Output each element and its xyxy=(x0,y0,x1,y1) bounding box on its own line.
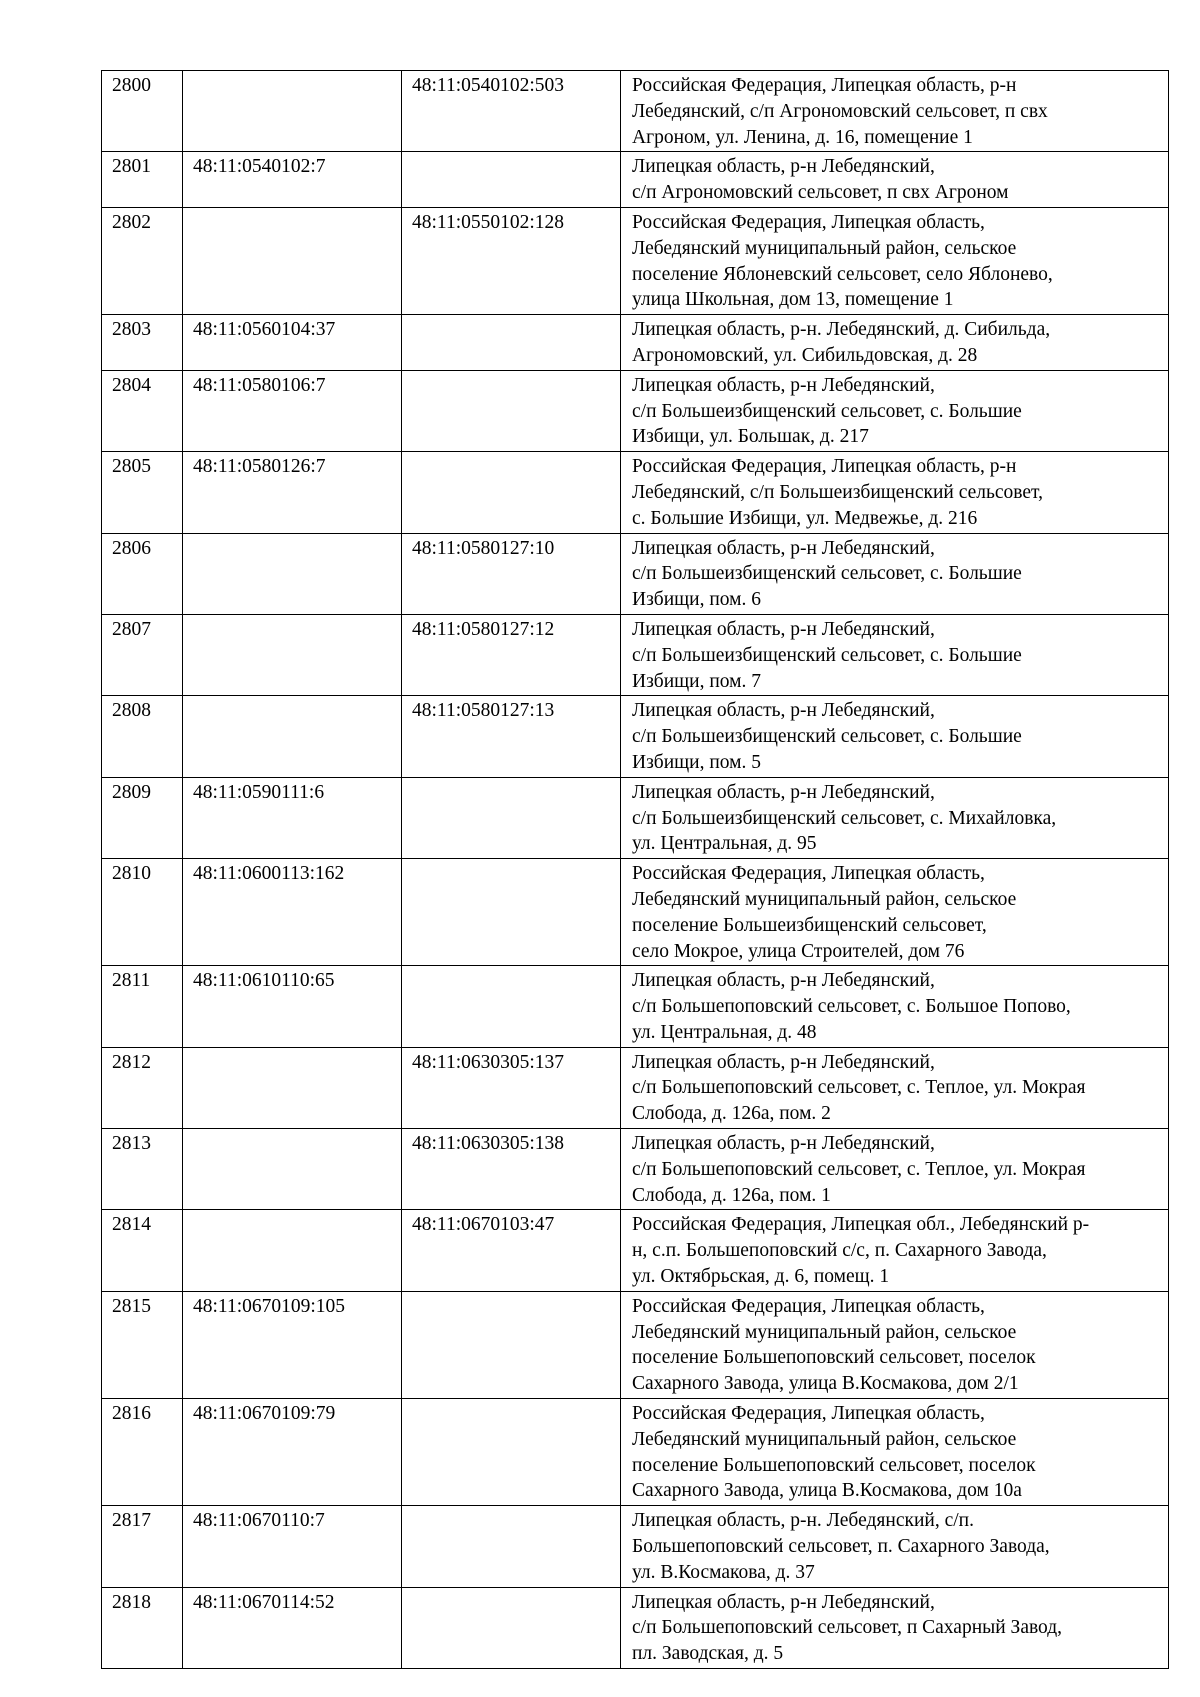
building-cadastral-number-cell: 48:11:0670103:47 xyxy=(402,1210,621,1291)
row-number-cell: 2814 xyxy=(102,1210,183,1291)
row-number-cell: 2800 xyxy=(102,71,183,152)
row-number-cell: 2812 xyxy=(102,1047,183,1128)
table-row xyxy=(102,315,1169,371)
land-cadastral-number-cell: 48:11:0670114:52 xyxy=(183,1587,402,1668)
building-cadastral-number-cell xyxy=(402,370,621,451)
table-row xyxy=(102,152,1169,208)
address-line: с/п Большеизбищенский сельсовет, с. Большие xyxy=(632,726,1022,748)
row-number-cell: 2817 xyxy=(102,1506,183,1587)
address-line: Российская Федерация, Липецкая область, xyxy=(632,863,985,885)
building-cadastral-number-cell xyxy=(402,966,621,1047)
land-cadastral-number-cell: 48:11:0670110:7 xyxy=(183,1506,402,1587)
address-line: с/п Большепоповский сельсовет, с. Большое Попово, xyxy=(632,996,1071,1018)
address-cell xyxy=(621,1047,1169,1128)
address-cell xyxy=(621,859,1169,966)
address-line: с/п Большеизбищенский сельсовет, с. Большие xyxy=(632,644,1022,666)
address-line: Избищи, ул. Большак, д. 217 xyxy=(632,426,869,448)
address-line: ул. В.Космакова, д. 37 xyxy=(632,1561,815,1583)
land-cadastral-number-cell xyxy=(183,696,402,777)
row-number-cell: 2809 xyxy=(102,777,183,858)
address-line: с/п Большеизбищенский сельсовет, с. Большие xyxy=(632,400,1022,422)
row-number-cell: 2811 xyxy=(102,966,183,1047)
row-number-cell: 2803 xyxy=(102,315,183,371)
address-line: Лебедянский, с/п Агрономовский сельсовет, п свх xyxy=(632,100,1048,122)
address-line: Российская Федерация, Липецкая обл., Лебедянский р- xyxy=(632,1214,1090,1236)
land-cadastral-number-cell xyxy=(183,71,402,152)
row-number-cell: 2807 xyxy=(102,614,183,695)
address-line: Лебедянский муниципальный район, сельское xyxy=(632,888,1017,910)
address-line: Липецкая область, р-н. Лебедянский, д. Сибильда, xyxy=(632,319,1051,341)
address-line: Избищи, пом. 6 xyxy=(632,589,761,611)
address-cell xyxy=(621,1399,1169,1506)
land-cadastral-number-cell xyxy=(183,614,402,695)
address-line: Липецкая область, р-н Лебедянский, xyxy=(632,1591,935,1613)
address-line: Агрономовский, ул. Сибильдовская, д. 28 xyxy=(632,344,978,366)
building-cadastral-number-cell: 48:11:0550102:128 xyxy=(402,207,621,314)
address-line: с/п Большеизбищенский сельсовет, с. Михайловка, xyxy=(632,807,1057,829)
address-line: Липецкая область, р-н Лебедянский, xyxy=(632,1133,935,1155)
address-cell xyxy=(621,370,1169,451)
building-cadastral-number-cell xyxy=(402,859,621,966)
address-line: ул. Октябрьская, д. 6, помещ. 1 xyxy=(632,1266,890,1288)
table-row xyxy=(102,1399,1169,1506)
land-cadastral-number-cell xyxy=(183,207,402,314)
table-row xyxy=(102,452,1169,533)
address-line: с. Большие Избищи, ул. Медвежье, д. 216 xyxy=(632,507,978,529)
land-cadastral-number-cell: 48:11:0610110:65 xyxy=(183,966,402,1047)
address-line: село Мокрое, улица Строителей, дом 76 xyxy=(632,940,965,962)
address-line: Агроном, ул. Ленина, д. 16, помещение 1 xyxy=(632,126,973,148)
row-number-cell: 2818 xyxy=(102,1587,183,1668)
building-cadastral-number-cell xyxy=(402,1399,621,1506)
address-line: Избищи, пом. 7 xyxy=(632,670,761,692)
address-line: Липецкая область, р-н Лебедянский, xyxy=(632,156,935,178)
address-cell xyxy=(621,777,1169,858)
address-line: ул. Центральная, д. 48 xyxy=(632,1021,817,1043)
building-cadastral-number-cell xyxy=(402,152,621,208)
address-line: поселение Яблоневский сельсовет, село Яблонево, xyxy=(632,263,1053,285)
address-line: поселение Большеизбищенский сельсовет, xyxy=(632,914,987,936)
building-cadastral-number-cell xyxy=(402,1506,621,1587)
address-cell xyxy=(621,207,1169,314)
building-cadastral-number-cell: 48:11:0630305:137 xyxy=(402,1047,621,1128)
row-number-cell: 2816 xyxy=(102,1399,183,1506)
table-row xyxy=(102,1047,1169,1128)
land-cadastral-number-cell: 48:11:0600113:162 xyxy=(183,859,402,966)
address-cell xyxy=(621,533,1169,614)
building-cadastral-number-cell xyxy=(402,777,621,858)
address-line: Липецкая область, р-н Лебедянский, xyxy=(632,700,935,722)
address-line: Избищи, пом. 5 xyxy=(632,751,761,773)
row-number-cell: 2805 xyxy=(102,452,183,533)
address-line: с/п Большепоповский сельсовет, п Сахарный Завод, xyxy=(632,1617,1063,1639)
row-number-cell: 2810 xyxy=(102,859,183,966)
building-cadastral-number-cell xyxy=(402,1291,621,1398)
address-line: с/п Агрономовский сельсовет, п свх Агроном xyxy=(632,182,1009,204)
table-row xyxy=(102,1587,1169,1668)
address-line: Лебедянский, с/п Большеизбищенский сельсовет, xyxy=(632,481,1043,503)
land-cadastral-number-cell: 48:11:0590111:6 xyxy=(183,777,402,858)
address-line: Лебедянский муниципальный район, сельское xyxy=(632,237,1017,259)
address-cell xyxy=(621,1506,1169,1587)
land-cadastral-number-cell xyxy=(183,1047,402,1128)
table-row xyxy=(102,1291,1169,1398)
table-row xyxy=(102,1506,1169,1587)
address-cell xyxy=(621,1291,1169,1398)
table-row xyxy=(102,370,1169,451)
address-line: Российская Федерация, Липецкая область, р-н xyxy=(632,75,1017,96)
table-row xyxy=(102,966,1169,1047)
address-line: с/п Большепоповский сельсовет, с. Теплое, ул. Мокрая xyxy=(632,1158,1086,1180)
table-row xyxy=(102,859,1169,966)
address-cell xyxy=(621,152,1169,208)
building-cadastral-number-cell: 48:11:0580127:10 xyxy=(402,533,621,614)
building-cadastral-number-cell xyxy=(402,452,621,533)
property-registry-table xyxy=(101,70,1169,1669)
address-line: Лебедянский муниципальный район, сельское xyxy=(632,1321,1017,1343)
row-number-cell: 2808 xyxy=(102,696,183,777)
row-number-cell: 2802 xyxy=(102,207,183,314)
address-cell xyxy=(621,1210,1169,1291)
address-cell xyxy=(621,966,1169,1047)
table-row xyxy=(102,1210,1169,1291)
land-cadastral-number-cell: 48:11:0540102:7 xyxy=(183,152,402,208)
registry-table-body xyxy=(102,71,1169,1669)
address-line: с/п Большеизбищенский сельсовет, с. Большие xyxy=(632,563,1022,585)
land-cadastral-number-cell: 48:11:0580106:7 xyxy=(183,370,402,451)
table-row xyxy=(102,533,1169,614)
table-row xyxy=(102,1129,1169,1210)
address-line: Липецкая область, р-н Лебедянский, xyxy=(632,374,935,396)
address-line: Лебедянский муниципальный район, сельское xyxy=(632,1428,1017,1450)
address-cell xyxy=(621,71,1169,152)
address-line: поселение Большепоповский сельсовет, поселок xyxy=(632,1347,1036,1369)
address-line: Липецкая область, р-н Лебедянский, xyxy=(632,537,935,559)
building-cadastral-number-cell: 48:11:0630305:138 xyxy=(402,1129,621,1210)
row-number-cell: 2813 xyxy=(102,1129,183,1210)
building-cadastral-number-cell: 48:11:0580127:13 xyxy=(402,696,621,777)
address-line: Липецкая область, р-н Лебедянский, xyxy=(632,781,935,803)
land-cadastral-number-cell: 48:11:0670109:79 xyxy=(183,1399,402,1506)
address-line: Слобода, д. 126а, пом. 2 xyxy=(632,1103,831,1125)
address-line: поселение Большепоповский сельсовет, поселок xyxy=(632,1454,1036,1476)
address-line: ул. Центральная, д. 95 xyxy=(632,833,817,855)
table-row xyxy=(102,207,1169,314)
land-cadastral-number-cell: 48:11:0560104:37 xyxy=(183,315,402,371)
address-line: Российская Федерация, Липецкая область, xyxy=(632,1295,985,1317)
address-cell xyxy=(621,614,1169,695)
address-line: Липецкая область, р-н Лебедянский, xyxy=(632,970,935,992)
row-number-cell: 2806 xyxy=(102,533,183,614)
land-cadastral-number-cell xyxy=(183,1210,402,1291)
address-line: Сахарного Завода, улица В.Космакова, дом 10а xyxy=(632,1480,1022,1502)
address-line: Липецкая область, р-н Лебедянский, xyxy=(632,618,935,640)
document-page xyxy=(101,70,1168,1669)
land-cadastral-number-cell: 48:11:0670109:105 xyxy=(183,1291,402,1398)
address-cell xyxy=(621,1129,1169,1210)
land-cadastral-number-cell xyxy=(183,533,402,614)
address-cell xyxy=(621,1587,1169,1668)
address-line: Сахарного Завода, улица В.Космакова, дом 2/1 xyxy=(632,1373,1019,1395)
building-cadastral-number-cell xyxy=(402,1587,621,1668)
address-line: Российская Федерация, Липецкая область, р-н xyxy=(632,456,1017,478)
address-line: Российская Федерация, Липецкая область, xyxy=(632,1403,985,1425)
row-number-cell: 2804 xyxy=(102,370,183,451)
address-cell xyxy=(621,315,1169,371)
building-cadastral-number-cell: 48:11:0540102:503 xyxy=(402,71,621,152)
building-cadastral-number-cell xyxy=(402,315,621,371)
address-line: Слобода, д. 126а, пом. 1 xyxy=(632,1184,831,1206)
land-cadastral-number-cell xyxy=(183,1129,402,1210)
row-number-cell: 2815 xyxy=(102,1291,183,1398)
table-row xyxy=(102,614,1169,695)
table-row xyxy=(102,777,1169,858)
address-line: Липецкая область, р-н. Лебедянский, с/п. xyxy=(632,1510,974,1532)
address-cell xyxy=(621,452,1169,533)
table-row xyxy=(102,71,1169,152)
address-line: пл. Заводская, д. 5 xyxy=(632,1643,784,1665)
address-line: Большепоповский сельсовет, п. Сахарного Завода, xyxy=(632,1536,1050,1558)
address-line: с/п Большепоповский сельсовет, с. Теплое, ул. Мокрая xyxy=(632,1077,1086,1099)
address-cell xyxy=(621,696,1169,777)
address-line: н, с.п. Большепоповский с/с, п. Сахарного Завода, xyxy=(632,1240,1047,1262)
address-line: Липецкая область, р-н Лебедянский, xyxy=(632,1051,935,1073)
table-row xyxy=(102,696,1169,777)
address-line: улица Школьная, дом 13, помещение 1 xyxy=(632,289,954,311)
building-cadastral-number-cell: 48:11:0580127:12 xyxy=(402,614,621,695)
land-cadastral-number-cell: 48:11:0580126:7 xyxy=(183,452,402,533)
row-number-cell: 2801 xyxy=(102,152,183,208)
address-line: Российская Федерация, Липецкая область, xyxy=(632,211,985,233)
